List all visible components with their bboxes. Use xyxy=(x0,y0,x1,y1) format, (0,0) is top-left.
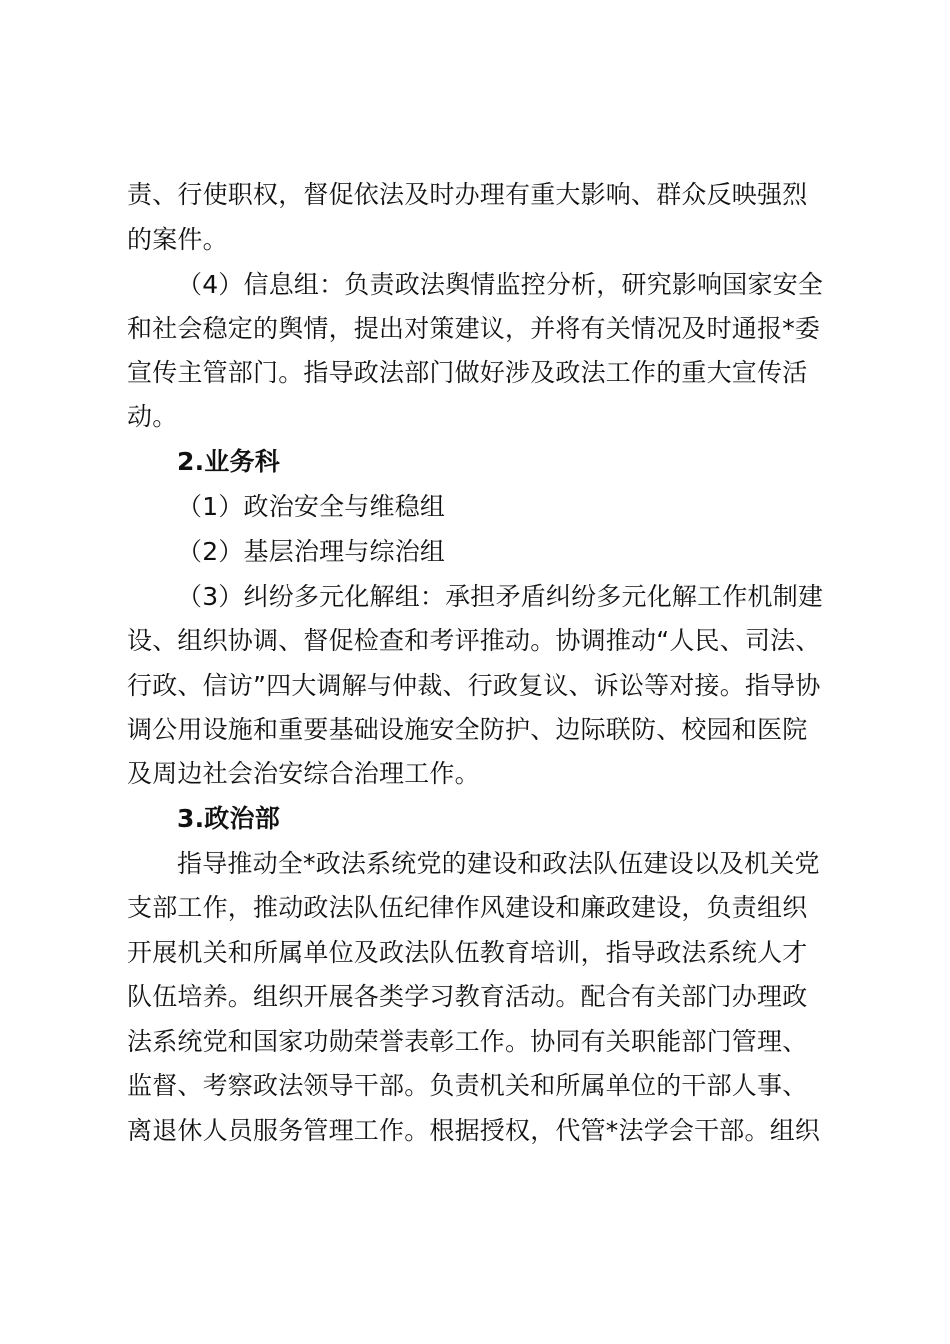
paragraph-line: 设、组织协调、督促检查和考评推动。协调推动“人民、司法、 xyxy=(127,626,821,655)
paragraph-line: 动。 xyxy=(127,402,178,431)
paragraph-line: 及周边社会治安综合治理工作。 xyxy=(127,759,480,788)
paragraph-line: （4）信息组：负责政法舆情监控分析，研究影响国家安全 xyxy=(177,270,824,299)
paragraph-line: 行政、信访”四大调解与仲裁、行政复议、诉讼等对接。指导协 xyxy=(127,671,821,700)
paragraph-line: 法系统党和国家功勋荣誉表彰工作。协同有关职能部门管理、 xyxy=(127,1027,808,1056)
paragraph-line: 责、行使职权，督促依法及时办理有重大影响、群众反映强烈 xyxy=(127,180,808,209)
section-heading: 2.业务科 xyxy=(177,447,280,476)
subsection-item: （1）政治安全与维稳组 xyxy=(177,492,446,521)
paragraph-line: 监督、考察政法领导干部。负责机关和所属单位的干部人事、 xyxy=(127,1071,808,1100)
paragraph-line: 宣传主管部门。指导政法部门做好涉及政法工作的重大宣传活 xyxy=(127,358,808,387)
paragraph-line: （3）纠纷多元化解组：承担矛盾纠纷多元化解工作机制建 xyxy=(177,582,824,611)
paragraph-line: 指导推动全*政法系统党的建设和政法队伍建设以及机关党 xyxy=(177,849,820,878)
paragraph-line: 队伍培养。组织开展各类学习教育活动。配合有关部门办理政 xyxy=(127,982,808,1011)
paragraph-line: 和社会稳定的舆情，提出对策建议，并将有关情况及时通报*委 xyxy=(127,314,821,343)
paragraph-line: 支部工作，推动政法队伍纪律作风建设和廉政建设，负责组织 xyxy=(127,893,808,922)
paragraph-line: 开展机关和所属单位及政法队伍教育培训，指导政法系统人才 xyxy=(127,938,808,967)
paragraph-line: 离退休人员服务管理工作。根据授权，代管*法学会干部。组织 xyxy=(127,1116,821,1145)
section-heading: 3.政治部 xyxy=(177,804,280,833)
paragraph-line: 的案件。 xyxy=(127,225,228,254)
subsection-item: （2）基层治理与综治组 xyxy=(177,537,446,566)
paragraph-line: 调公用设施和重要基础设施安全防护、边际联防、校园和医院 xyxy=(127,715,808,744)
